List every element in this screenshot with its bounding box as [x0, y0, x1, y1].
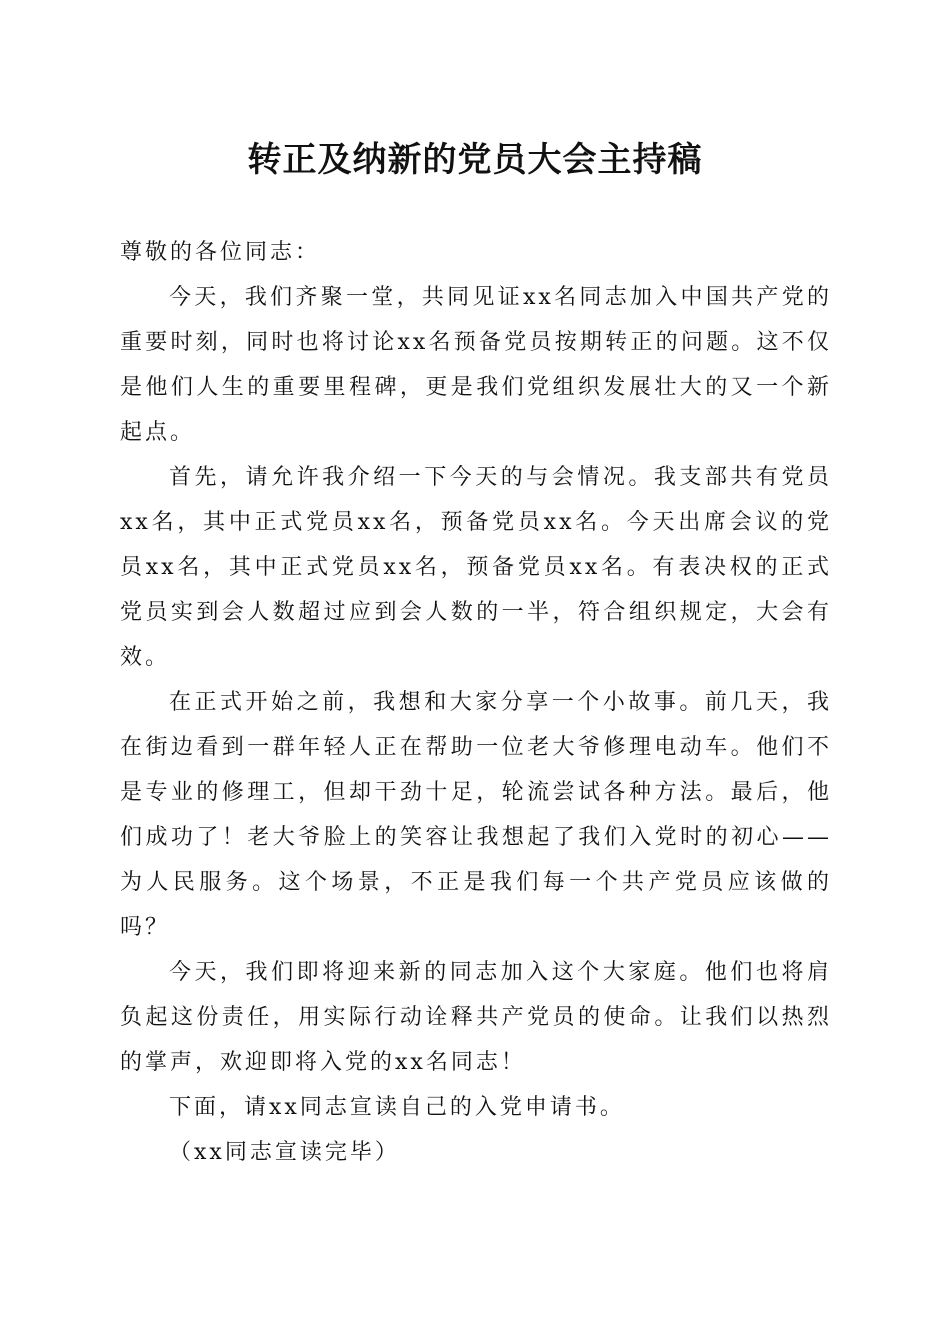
document-body	[120, 230, 832, 1175]
document-title: 转正及纳新的党员大会主持稿	[247, 140, 703, 180]
paragraph-intro: 今天，我们齐聚一堂，共同见证xx名同志加入中国共产党的重要时刻，同时也将讨论xx名预备党员按期转正的问题。这不仅是他们人生的重要里程碑，更是我们党组织发展壮大的又一个新起点。	[120, 285, 832, 445]
paragraph-stage-note: （xx同志宣读完毕）	[169, 1140, 400, 1165]
paragraph-attendance: 首先，请允许我介绍一下今天的与会情况。我支部共有党员xx名，其中正式党员xx名，预备党员xx名。今天出席会议的党员xx名，其中正式党员xx名，预备党员xx名。有表决权的正式党员实到会人数超过应到会人数的一半，符合组织规定，大会有效。	[120, 465, 832, 670]
salutation: 尊敬的各位同志：	[120, 240, 321, 265]
paragraph-welcome: 今天，我们即将迎来新的同志加入这个大家庭。他们也将肩负起这份责任，用实际行动诠释共产党员的使命。让我们以热烈的掌声，欢迎即将入党的xx名同志！	[120, 960, 832, 1075]
paragraph-next-step: 下面，请xx同志宣读自己的入党申请书。	[169, 1095, 625, 1120]
paragraph-story: 在正式开始之前，我想和大家分享一个小故事。前几天，我在街边看到一群年轻人正在帮助一位老大爷修理电动车。他们不是专业的修理工，但却干劲十足，轮流尝试各种方法。最后，他们成功了！老大爷脸上的笑容让我想起了我们入党时的初心——为人民服务。这个场景，不正是我们每一个共产党员应该做的吗？	[120, 690, 832, 940]
